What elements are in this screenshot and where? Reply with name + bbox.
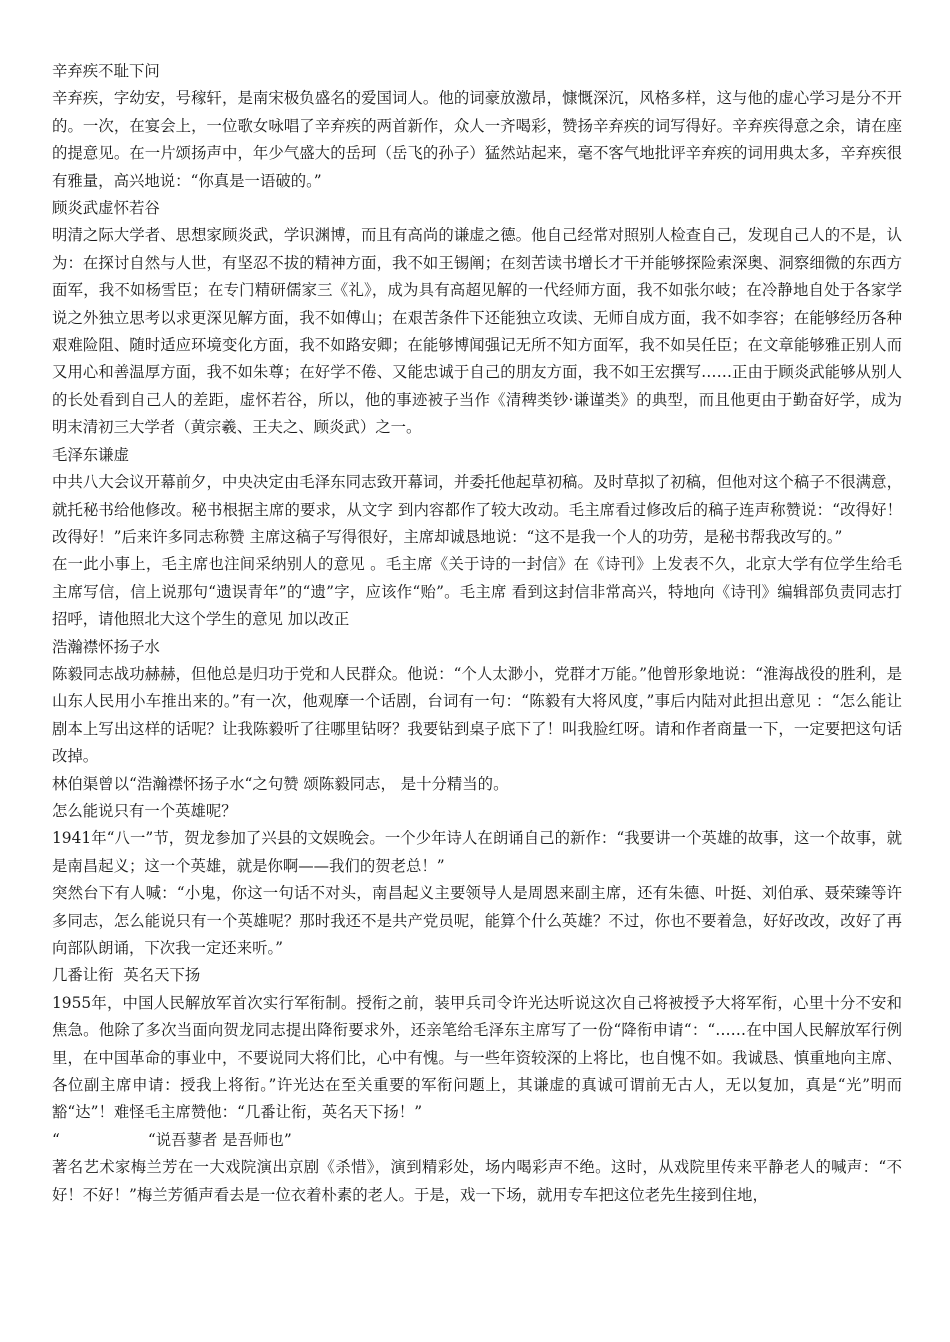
section-title: 毛泽东谦虚 [52, 445, 129, 464]
body-paragraph: 陈毅同志战功赫赫，但他总是归功于党和人民群众。他说：“个人太渺小，党群才万能。”他曾形象地说：“淮海战役的胜利，是山东人民用小车推出来的。”有一次，他观摩一个话剧，台词有一句：“陈毅有大将风度，”事后内陆对此担出意见 ：“怎么能让剧本上写出这样的话呢？让我陈毅听了往哪里钻呀？我要钻到桌子底下了！叫我脸红呀。请和作者商量一下，一定要把这句话改掉。 [52, 664, 902, 766]
body-paragraph: 突然台下有人喊：“小鬼，你这一句话不对头，南昌起义主要领导人是周恩来副主席，还有朱德、叶挺、刘伯承、聂荣臻等许多同志，怎么能说只有一个英雄呢？那时我还不是共产党员呢，能算个什么英雄？不过，你也不要着急，好好改改，改好了再向部队朗诵，下次我一定还来听。” [52, 884, 902, 957]
section-title: “ “说吾蓼者 是吾师也” [52, 1130, 292, 1149]
section-title: 辛弃疾不耻下问 [52, 62, 160, 80]
document-body [52, 58, 902, 1209]
section-title: 浩瀚襟怀扬子水 [52, 637, 160, 656]
body-paragraph: 1955年，中国人民解放军首次实行军衔制。授衔之前，装甲兵司令许光达听说这次自己将被授予大将军衔，心里十分不安和焦急。他除了多次当面向贺龙同志提出降衔要求外，还亲笔给毛泽东主席写了一份“降衔申请“：“……在中国人民解放军行例里，在中国革命的事业中，不要说同大将们比，心中有愧。与一些年资较深的上将比，也自愧不如。我诚恳、慎重地向主席、各位副主席申请：授我上将衔。”许光达在至关重要的军衔问题上，其谦虚的真诚可谓前无古人，无以复加，真是“光”明而豁“达”！难怪毛主席赞他：“几番让衔，英名天下扬！” [52, 993, 902, 1122]
section-title: 怎么能说只有一个英雄呢？ [52, 801, 237, 820]
section-title: 顾炎武虚怀若谷 [52, 199, 160, 218]
body-paragraph: 在一此小事上，毛主席也注间采纳别人的意见 。毛主席《关于诗的一封信》在《诗刊》上发表不久，北京大学有位学生给毛主席写信，信上说那句“遗误青年”的“遗”字，应该作“贻”。毛主席 看到这封信非常高兴，特地向《诗刊》编辑部负责同志打招呼，请他照北大这个学生的意见 加以改正 [52, 555, 902, 629]
body-paragraph: 著名艺术家梅兰芳在一大戏院演出京剧《杀惜》，演到精彩处，场内喝彩声不绝。这时，从戏院里传来平静老人的喊声：“不好！不好！”梅兰芳循声看去是一位衣着朴素的老人。于是，戏一下场，就用专车把这位老先生接到住地， [52, 1158, 902, 1204]
body-paragraph: 林伯渠曾以“浩瀚襟怀扬子水“之句赞 颂陈毅同志， 是十分精当的。 [52, 774, 509, 793]
section-title: 几番让衔 英名天下扬 [52, 966, 201, 985]
body-paragraph: 明清之际大学者、思想家顾炎武，学识渊博，而且有高尚的谦虚之德。他自己经常对照别人检查自己，发现自己人的不是，认为：在探讨自然与人世，有坚忍不拔的精神方面，我不如王锡阐；在刻苦读书增长才干并能够探险索深奥、洞察细微的东西方面军，我不如杨雪臣；在专门精研儒家三《礼》，成为具有高超见解的一代经师方面，我不如张尔岐；在冷静地自处于各家学说之外独立思考以求更深见解方面，我不如傅山；在艰苦条件下还能独立攻读、无师自成方面，我不如李容；在能够经历各种艰难险阻、随时适应环境变化方面，我不如路安卿；在能够博闻强记无所不知方面军，我不如吴任臣；在文章能够雅正别人而又用心和善温厚方面，我不如朱尊；在好学不倦、又能忠诚于自己的朋友方面，我不如王宏撰写……正由于顾炎武能够从别人的长处看到自己人的差距，虚怀若谷，所以，他的事迹被子当作《清稗类钞·谦谨类》的典型，而且他更由于勤奋好学，成为明末清初三大学者（黄宗羲、王夫之、顾炎武）之一。 [52, 226, 902, 437]
body-paragraph: 中共八大会议开幕前夕，中央决定由毛泽东同志致开幕词，并委托他起草初稿。及时草拟了初稿，但他对这个稿子不很满意，就托秘书给他修改。秘书根据主席的要求，从文字 到内容都作了较大改动。毛主席看过修改后的稿子连声称赞说：“改得好！改得好！”后来许多同志称赞 主席这稿子写得很好，主席却诚恳地说：“这不是我一个人的功劳，是秘书帮我改写的。” [52, 473, 902, 546]
body-paragraph: 1941年“八一”节，贺龙参加了兴县的文娱晚会。一个少年诗人在朗诵自己的新作：“我要讲一个英雄的故事，这一个故事，就是南昌起义；这一个英雄，就是你啊——我们的贺老总！” [52, 829, 902, 875]
body-paragraph: 辛弃疾，字幼安，号稼轩，是南宋极负盛名的爱国词人。他的词豪放激昂，慷慨深沉，风格多样，这与他的虚心学习是分不开的。一次，在宴会上，一位歌女咏唱了辛弃疾的两首新作，众人一齐喝彩，赞扬辛弃疾的词写得好。辛弃疾得意之余，请在座的提意见。在一片颂扬声中，年少气盛大的岳珂（岳飞的孙子）猛然站起来，毫不客气地批评辛弃疾的词用典太多，辛弃疾很有雅量，高兴地说：“你真是一语破的。” [52, 89, 902, 190]
